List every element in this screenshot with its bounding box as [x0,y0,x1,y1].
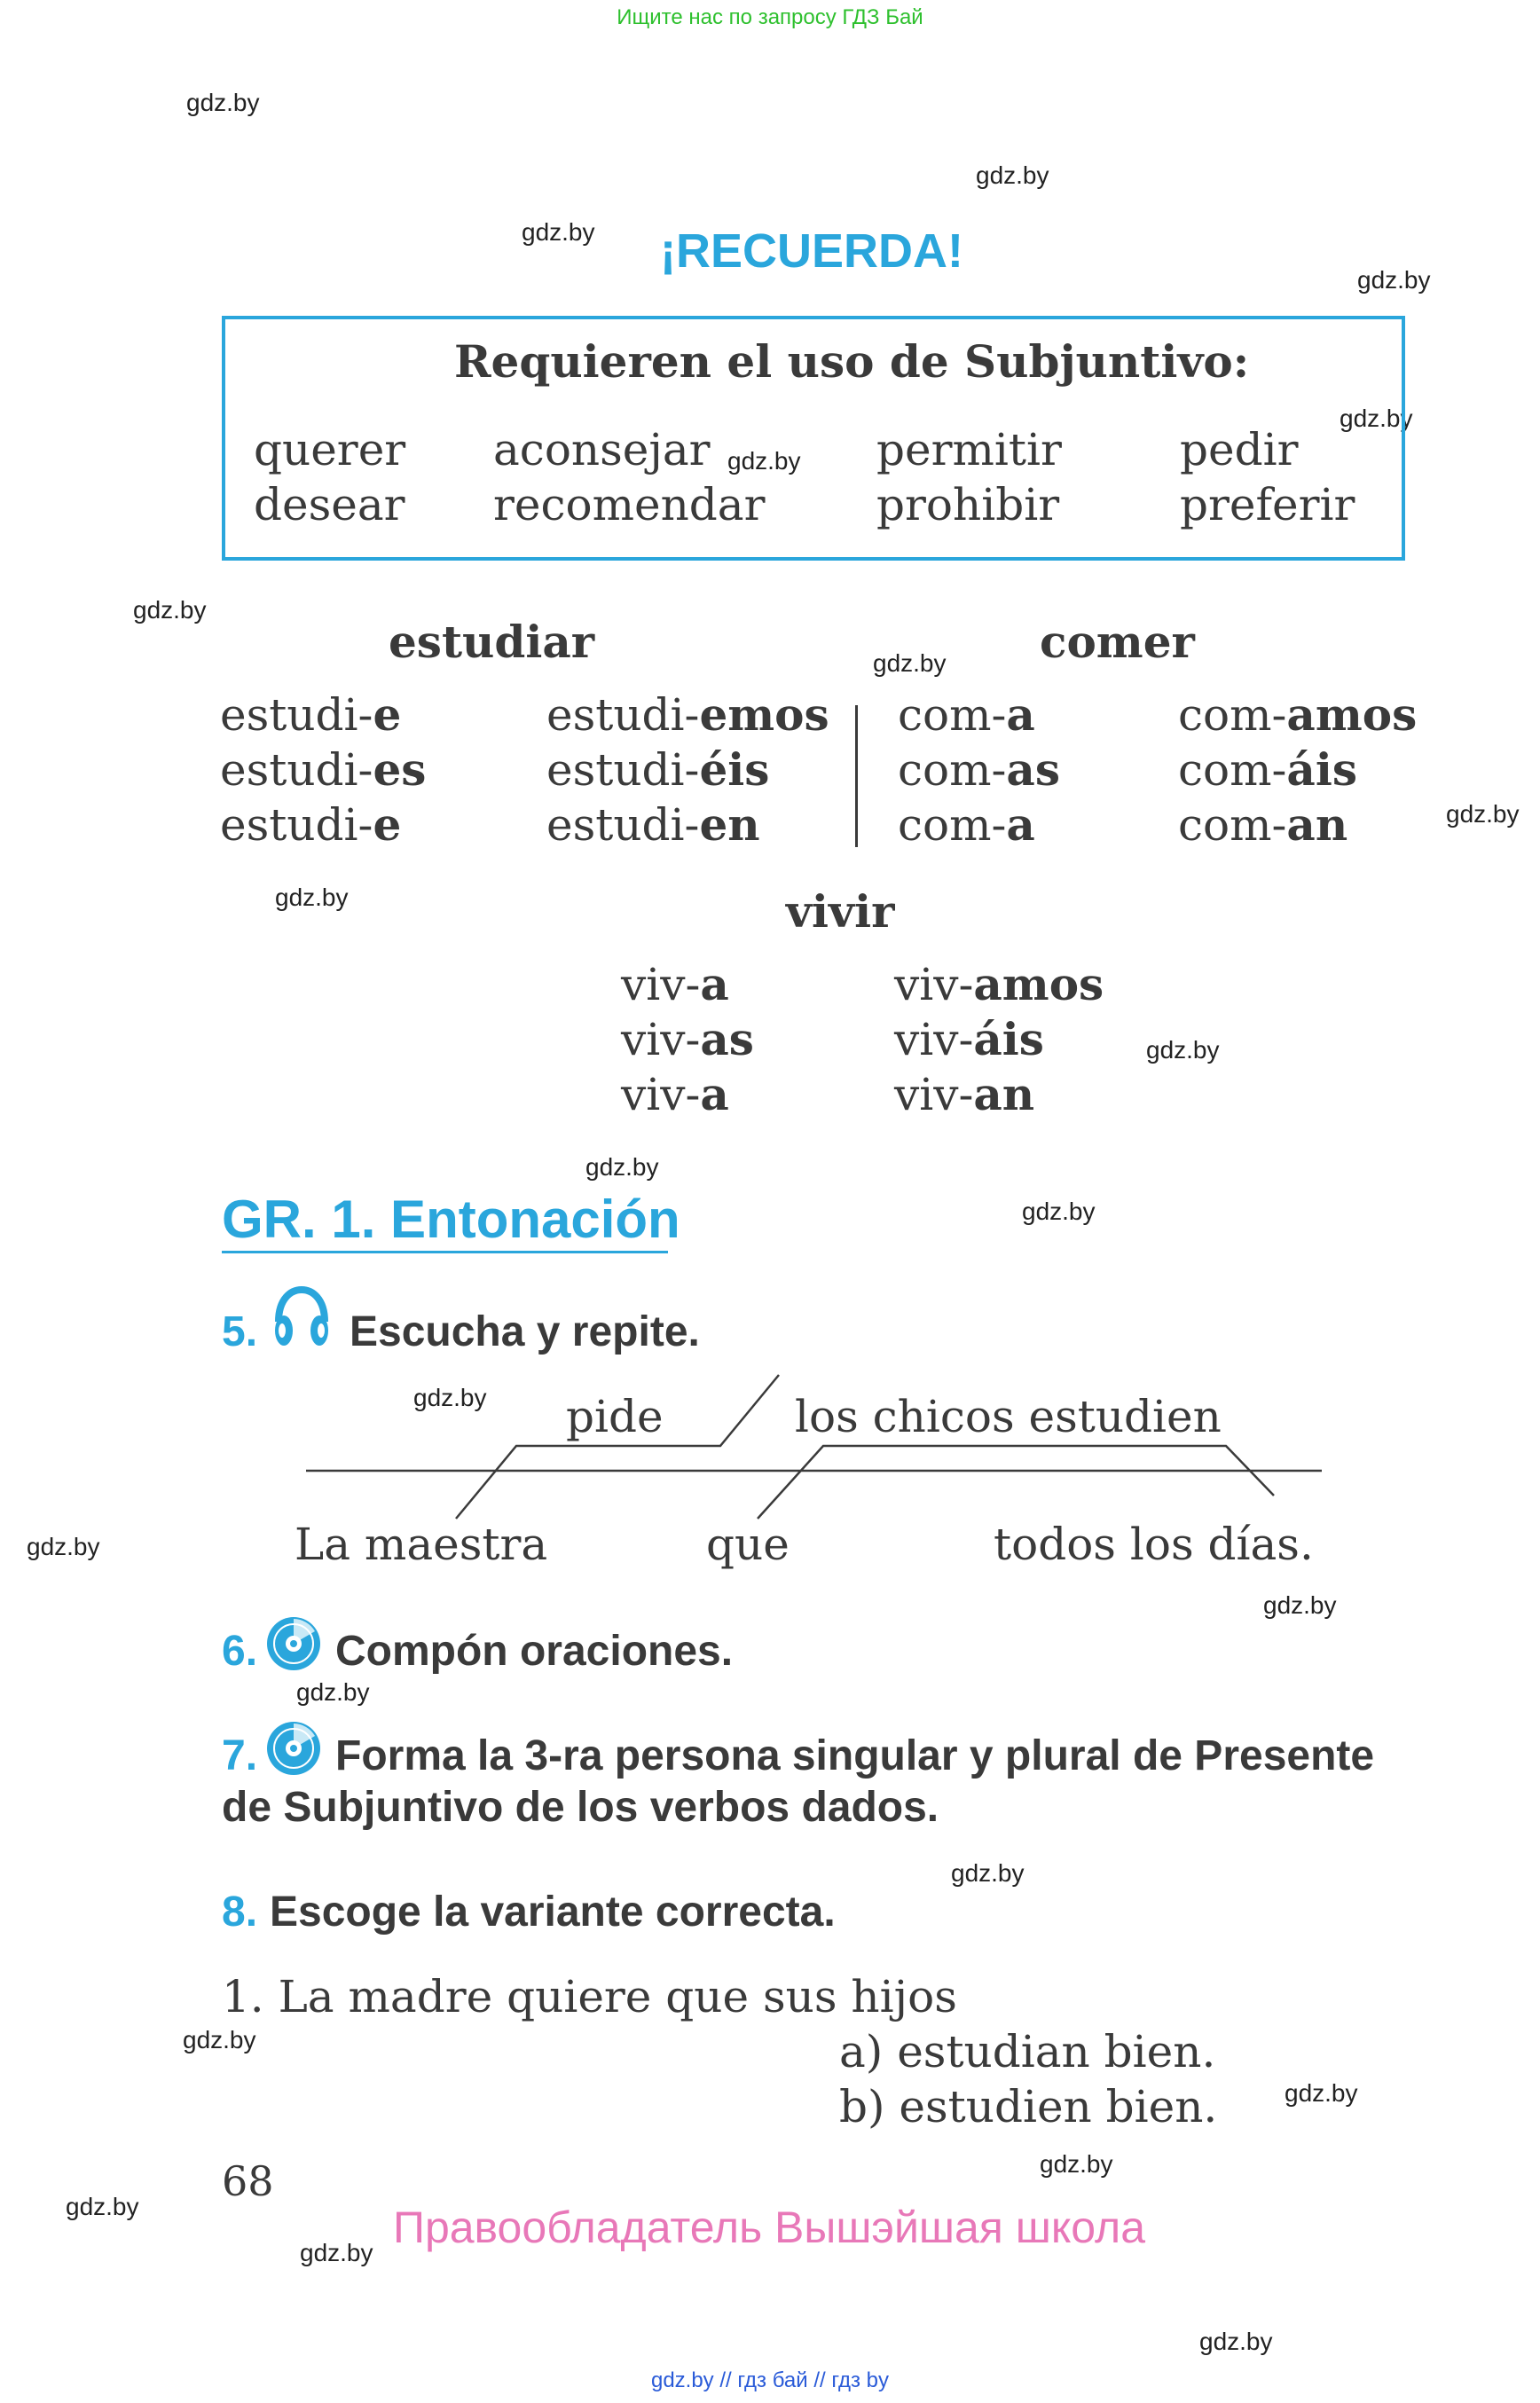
exercise-item-stem: 1. La madre quiere que sus hijos [222,1971,957,2022]
watermark: gdz.by [1285,2079,1358,2107]
watermark: gdz.by [1146,1036,1220,1064]
top-banner-link[interactable]: Ищите нас по запросу ГДЗ Бай [617,5,923,29]
exercise-instruction: Escucha y repite. [350,1308,700,1355]
intonation-word: los chicos estudien [795,1391,1222,1442]
watermark: gdz.by [1022,1198,1096,1225]
watermark: gdz.by [1040,2150,1113,2178]
cd-icon [264,1614,323,1677]
cd-icon [264,1719,323,1781]
verb-recomendar: recomendar [493,479,766,530]
conj-form: estudi-en [546,798,760,851]
conj-form: viv-as [621,1013,754,1065]
verb-desear: desear [254,479,405,530]
watermark: gdz.by [296,1678,370,1706]
exercise-number: 8. [222,1889,258,1936]
conj-form: estudi-e [220,688,402,741]
watermark: gdz.by [727,447,801,475]
watermark: gdz.by [275,883,349,911]
conj-form: com-a [898,688,1035,741]
watermark: gdz.by [951,1859,1025,1887]
conj-heading-estudiar: estudiar [389,616,595,668]
watermark: gdz.by [1446,800,1520,828]
conj-form: estudi-éis [546,743,770,796]
verb-preferir: preferir [1180,479,1355,530]
conj-form: com-a [898,798,1035,851]
watermark: gdz.by [1199,2328,1273,2355]
exercise-instruction: Forma la 3-ra persona singular y plural de Presente [335,1732,1375,1779]
exercise-number: 5. [222,1308,258,1355]
answer-option-a: a) estudian bien. [839,2026,1216,2077]
copyright-owner-line: Правообладатель Вышэйшая школа [393,2203,1145,2252]
watermark: gdz.by [183,2026,256,2054]
watermark: gdz.by [1263,1591,1337,1619]
headphones-icon [270,1284,334,1355]
exercise-number: 7. [222,1732,258,1779]
conj-form: com-as [898,743,1060,796]
watermark: gdz.by [27,1533,100,1560]
rule-box-heading: Requieren el uso de Subjuntivo: [454,335,1250,388]
watermark: gdz.by [976,161,1049,189]
verb-prohibir: prohibir [876,479,1060,530]
page-number: 68 [222,2157,274,2205]
watermark: gdz.by [1340,404,1413,432]
exercise-instruction-continued: de Subjuntivo de los verbos dados. [222,1784,939,1831]
watermark: gdz.by [522,218,595,246]
conj-form: viv-a [621,958,729,1010]
watermark: gdz.by [66,2193,139,2220]
intonation-word: La maestra [295,1519,548,1570]
verb-querer: querer [254,424,406,475]
footer-links[interactable]: gdz.by // гдз бай // гдз by [650,2368,890,2392]
intonation-word: que [706,1519,790,1570]
watermark: gdz.by [585,1153,659,1181]
section-title: GR. 1. Entonación [222,1190,680,1249]
conj-form: viv-áis [894,1013,1044,1065]
intonation-word: todos los días. [994,1519,1314,1570]
intonation-fall-line [758,1446,1274,1519]
watermark: gdz.by [413,1384,487,1411]
watermark: gdz.by [1357,266,1431,294]
conj-form: com-amos [1178,688,1418,741]
conj-form: viv-a [621,1068,729,1120]
column-divider [855,705,858,847]
intonation-word: pide [566,1391,664,1442]
verb-permitir: permitir [876,424,1062,475]
conj-form: com-áis [1178,743,1357,796]
section-title-underline [222,1251,668,1253]
conj-heading-vivir: vivir [786,885,895,938]
verb-aconsejar: aconsejar [493,424,711,475]
watermark: gdz.by [133,596,207,624]
watermark: gdz.by [300,2239,373,2266]
exercise-instruction: Compón oraciones. [335,1628,734,1675]
exercise-instruction: Escoge la variante correcta. [270,1889,836,1936]
conj-form: viv-an [894,1068,1035,1120]
watermark: gdz.by [186,89,260,116]
conj-heading-comer: comer [1040,616,1195,668]
watermark: gdz.by [873,649,947,677]
conj-form: estudi-emos [546,688,829,741]
verb-pedir: pedir [1180,424,1299,475]
conj-form: com-an [1178,798,1348,851]
conj-form: estudi-es [220,743,427,796]
answer-option-b: b) estudien bien. [839,2081,1218,2132]
recuerda-title: ¡RECUERDA! [660,224,963,278]
exercise-number: 6. [222,1628,258,1675]
conj-form: viv-amos [894,958,1104,1010]
conj-form: estudi-e [220,798,402,851]
